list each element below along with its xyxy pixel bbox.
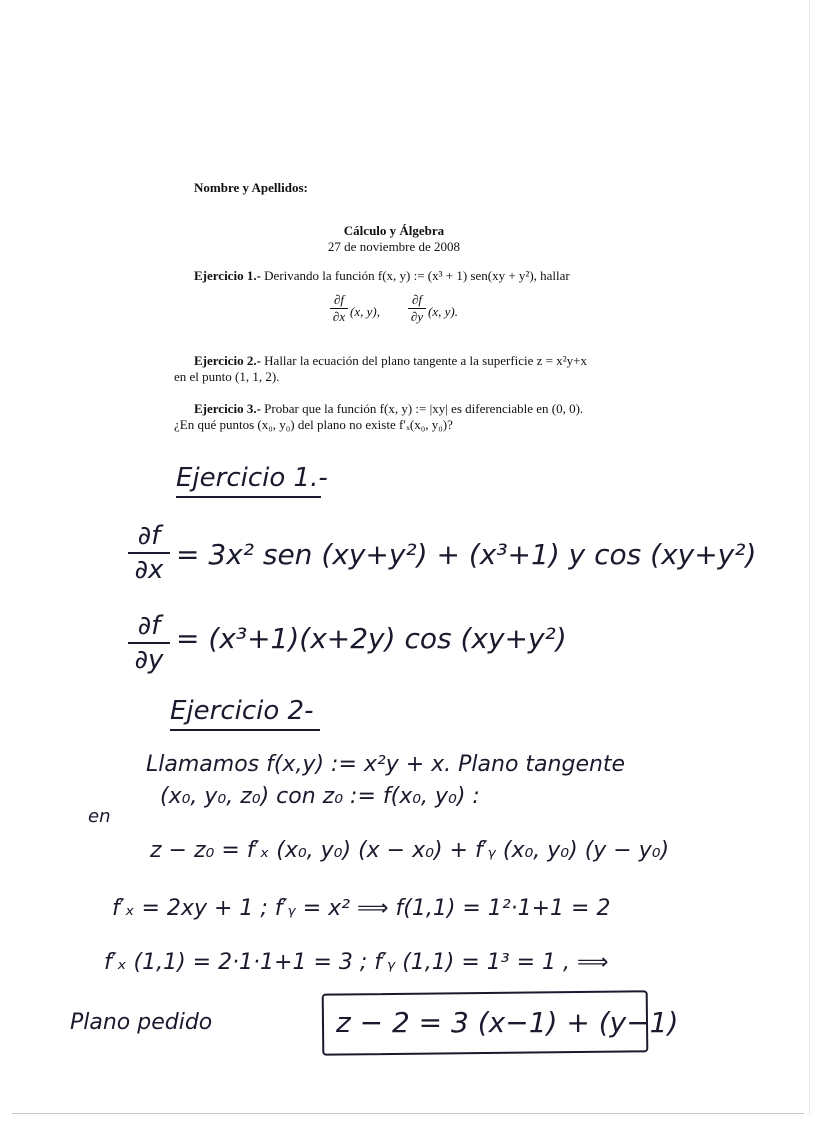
partial-y-num: ∂f — [411, 292, 423, 307]
heading-underline — [170, 729, 320, 731]
exercise-2-text2: en el punto (1, 1, 2). — [174, 369, 280, 384]
handwritten-line-2: (x₀, y₀, z₀) con z₀ := f(x₀, y₀) : — [160, 784, 480, 809]
exercise-3-label: Ejercicio 3.- — [194, 401, 261, 416]
exercise-2-text: Hallar la ecuación del plano tangente a la superficie z = x²y+x — [264, 353, 587, 368]
scan-bottom-edge — [12, 1113, 804, 1114]
exam-date: 27 de noviembre de 2008 — [327, 239, 461, 254]
scan-edge — [809, 0, 810, 1114]
partial-y-args: (x, y). — [428, 304, 458, 319]
handwritten-dfdx-num: ∂f — [137, 521, 161, 551]
name-label: Nombre y Apellidos: — [194, 180, 308, 195]
partial-y-fraction — [408, 293, 426, 324]
partial-y-den: ∂y — [410, 309, 424, 324]
exercise-2-statement — [194, 353, 587, 369]
exercise-3-text: Probar que la función f(x, y) := |xy| es diferenciable en (0, 0). — [264, 401, 584, 416]
partial-x-num: ∂f — [333, 292, 345, 307]
partial-x-args: (x, y), — [350, 304, 380, 319]
handwritten-en: en — [88, 806, 111, 827]
handwritten-line-6: Plano pedido — [70, 1010, 213, 1035]
handwritten-heading-1: Ejercicio 1.- — [176, 463, 328, 493]
heading-underline — [176, 496, 321, 498]
partial-x-fraction — [330, 293, 348, 324]
handwritten-dfdy — [128, 612, 170, 674]
handwritten-line-3: z − z₀ = f′ₓ (x₀, y₀) (x − x₀) + f′ᵧ (x₀, y₀) (y − y₀) — [150, 838, 670, 863]
exercise-1-statement — [194, 268, 570, 284]
fraction-bar — [128, 642, 170, 644]
handwritten-dfdy-den: ∂y — [134, 645, 164, 675]
partial-x-den: ∂x — [332, 309, 346, 324]
exercise-1-label: Ejercicio 1.- — [194, 268, 261, 283]
handwritten-dfdx-den: ∂x — [134, 555, 164, 585]
fraction-bar — [128, 552, 170, 554]
handwritten-line-5: f′ₓ (1,1) = 2·1·1+1 = 3 ; f′ᵧ (1,1) = 1³ = 1 , ⟹ — [104, 950, 609, 975]
handwritten-line-1: Llamamos f(x,y) := x²y + x. Plano tangente — [146, 752, 626, 777]
exercise-1-text: Derivando la función f(x, y) := (x³ + 1) sen(xy + y²), hallar — [264, 268, 570, 283]
handwritten-answer: z − 2 = 3 (x−1) + (y−1) — [336, 1006, 679, 1039]
exercise-3-statement — [194, 401, 583, 417]
exercise-3-text2: ¿En qué puntos (x₀, y₀) del plano no existe f′ₓ(x₀, y₀)? — [174, 417, 453, 432]
course-title: Cálculo y Álgebra — [343, 223, 445, 238]
handwritten-dfdy-rhs: = (x³+1)(x+2y) cos (xy+y²) — [176, 622, 567, 655]
handwritten-dfdx — [128, 522, 170, 584]
handwritten-dfdy-num: ∂f — [137, 611, 161, 641]
handwritten-line-4: f′ₓ = 2xy + 1 ; f′ᵧ = x² ⟹ f(1,1) = 1²·1+1 = 2 — [112, 896, 611, 921]
exercise-2-label: Ejercicio 2.- — [194, 353, 261, 368]
handwritten-heading-2: Ejercicio 2- — [170, 696, 314, 726]
handwritten-dfdx-rhs: = 3x² sen (xy+y²) + (x³+1) y cos (xy+y²) — [176, 538, 757, 571]
